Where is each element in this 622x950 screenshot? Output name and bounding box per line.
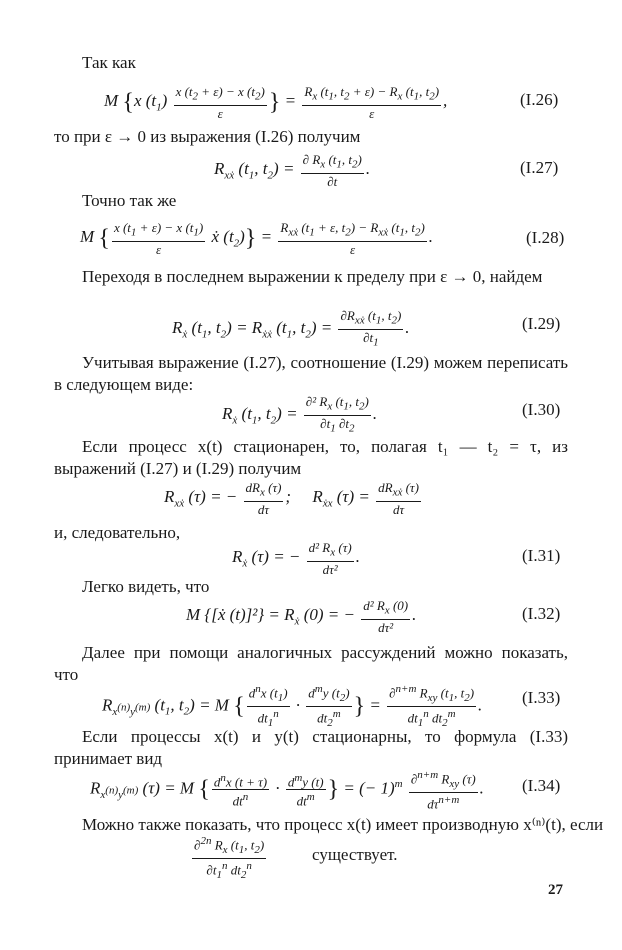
equation-stationary-pair: $R_{xẋ}$ (τ) = − $\frac{dR_x (\tau)}{d\tau}$ ; $R_{ẋx}$ (τ) = $\frac{dR_{xẋ} (\tau)}{d\tau}$ xyxy=(164,480,419,517)
text-can-also-show-part1: Можно также показать, что процесс x(t) имеет производную x⁽ⁿ⁾(t), если xyxy=(82,815,604,834)
page-number: 27 xyxy=(548,882,563,898)
paragraph-considering: Учитывая выражение (I.27), соотношение (I.29) можем переписать в следующем виде: xyxy=(54,353,568,394)
equation-1-30: $R_ẋ$ ($t_1$, $t_2$) = $\frac{\partial^2 R_x (t_1, t_2)}{\partial t_1 \partial t_2}$ . xyxy=(222,394,378,435)
equation-1-33: $R_{x^{(n)}y^{(m)}}$ ($t_1$, $t_2) = M$ { $\frac{d^nx (t_1)}{dt_1^n}$ · $\frac{d^my (t_2)}{dt_2^m}$ } = $\frac{\partial^{n+m} R_{xy} (t_1, t_2)}{dt_1^n dt_2^m}$ . xyxy=(102,683,483,729)
text-tak-kak: Так как xyxy=(82,53,136,72)
equation-number-1-30: (I.30) xyxy=(522,400,561,419)
equation-1-29: $R_ẋ$ ($t_1$, $t_2) = R_{ẋẋ}$ ($t_1$, $t_2$) = $\frac{\partial R_{xẋ} (t_1, t_2)}{\partial t_1}$ . xyxy=(172,308,410,349)
paragraph-stationary: Если процесс x(t) стационарен, то, полагая t₁ — t₂ = τ, из выражений (I.27) и (I.29) получим xyxy=(54,437,568,478)
equation-number-1-26: (I.26) xyxy=(520,90,559,109)
text-can-also-show xyxy=(82,814,603,835)
text-exists: существует. xyxy=(312,845,398,864)
equation-number-1-32: (I.32) xyxy=(522,604,561,623)
equation-number-1-33: (I.33) xyxy=(522,688,561,707)
paragraph-processes-stationary: Если процессы x(t) и y(t) стационарны, то формула (I.33) принимает вид xyxy=(54,727,568,768)
text-easy-to-see: Легко видеть, что xyxy=(82,577,210,596)
equation-number-1-27: (I.27) xyxy=(520,158,559,177)
text-similarly: Точно так же xyxy=(82,191,177,210)
equation-1-32: M {[ẋ $(t)]^2\} = R_ẋ$ (0) = − $\frac{d^2 R_x (0)}{\text{dτ²}}$ . xyxy=(186,598,417,635)
paragraph-further: Далее при помощи аналогичных рассуждений можно показать, что xyxy=(54,643,568,684)
text-consequently: и, следовательно, xyxy=(54,523,181,542)
equation-number-1-28: (I.28) xyxy=(526,228,565,247)
equation-existence-condition: $\frac{\partial^{2n} R_x (t_1, t_2)}{\partial t_1^n dt_2^n}$ xyxy=(194,835,265,881)
text-then-limit: то при ε → 0 из выражения (I.26) получим xyxy=(54,127,361,146)
equation-number-1-29: (I.29) xyxy=(522,314,561,333)
equation-number-1-34: (I.34) xyxy=(522,776,561,795)
equation-1-28: M { $\frac{x (t_1 + \varepsilon) - x (t_1)}{\varepsilon}$ ẋ $(t_2)$} = $\frac{R_{xẋ} (t_1 + \varepsilon, t_2) - R_{xẋ} (t_1, t_2)}{\varepsilon}$ . xyxy=(80,220,434,257)
equation-1-26: M {x $(t_1)$ $\frac{x (t_2 + \varepsilon) - x (t_2)}{\varepsilon}$ } = $\frac{R_x (t_1, t_2 + \varepsilon) - R_x (t_1, t_2)}{\varepsilon}$ , xyxy=(104,84,448,121)
equation-1-27: $R_{xẋ}$ ($t_1$, $t_2$) = $\frac{\partial R_x (t_1, t_2)}{\partial t}$ . xyxy=(214,152,371,189)
equation-1-34: $R_{x^{(n)}y^{(m)}}$ (τ) = M { $\frac{d^nx (t + \tau)}{dt^n}$ · $\frac{d^my (t)}{dt^m}$ } = (− 1)$^m$ $\frac{\partial^{n+m} R_{xy} (\tau)}{d\tau^{n+m}}$ . xyxy=(90,769,484,812)
paragraph-passing-limit: Переходя в последнем выражении к пределу при ε → 0, найдем xyxy=(82,267,543,286)
equation-1-31: $R_ẋ$ (τ) = − $\frac{d^2 R_x (\tau)}{\text{dτ²}}$ . xyxy=(232,540,360,577)
equation-number-1-31: (I.31) xyxy=(522,546,561,565)
